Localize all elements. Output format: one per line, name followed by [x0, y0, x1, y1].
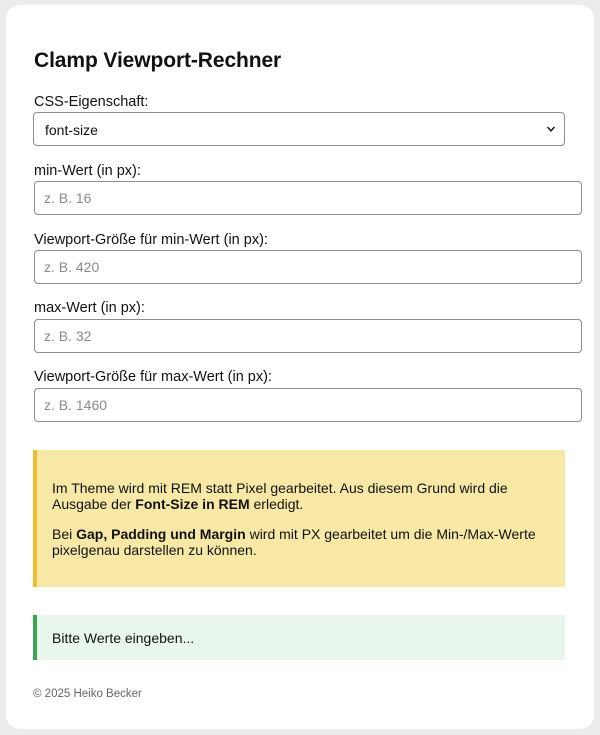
max-value-input[interactable] [34, 319, 582, 353]
info-p2-start: Bei [52, 526, 77, 542]
min-value-input[interactable] [34, 181, 582, 215]
info-p1-end: erledigt. [249, 496, 304, 512]
max-viewport-label: Viewport-Größe für max-Wert (in px): [34, 369, 272, 385]
info-p1-text: Im Theme wird mit REM statt Pixel gearbeitet. Aus diesem Grund wird die Ausgabe der [52, 480, 508, 512]
result-status-text: Bitte Werte eingeben... [52, 630, 195, 646]
property-select[interactable] [33, 112, 565, 146]
chevron-down-icon [546, 124, 556, 134]
info-p2-bold: Gap, Padding und Margin [76, 526, 246, 542]
info-p1-bold: Font-Size in REM [135, 496, 250, 512]
property-label: CSS-Eigenschaft: [34, 94, 149, 110]
copyright-footer: © 2025 Heiko Becker [33, 688, 142, 700]
result-status [33, 615, 565, 660]
calculator-card [6, 5, 594, 729]
min-viewport-label: Viewport-Größe für min-Wert (in px): [34, 232, 268, 248]
info-notice [33, 450, 565, 587]
info-paragraph-2 [52, 526, 545, 558]
info-p2-end: wird mit PX gearbeitet um die Min-/Max-Werte pixelgenau darstellen zu können. [52, 526, 536, 558]
min-value-label: min-Wert (in px): [34, 163, 141, 179]
property-select-value: font-size [45, 122, 98, 138]
max-viewport-input[interactable] [34, 388, 582, 422]
page-title: Clamp Viewport-Rechner [34, 49, 282, 72]
info-paragraph-1 [52, 480, 545, 512]
max-value-label: max-Wert (in px): [34, 300, 145, 316]
min-viewport-input[interactable] [34, 250, 582, 284]
